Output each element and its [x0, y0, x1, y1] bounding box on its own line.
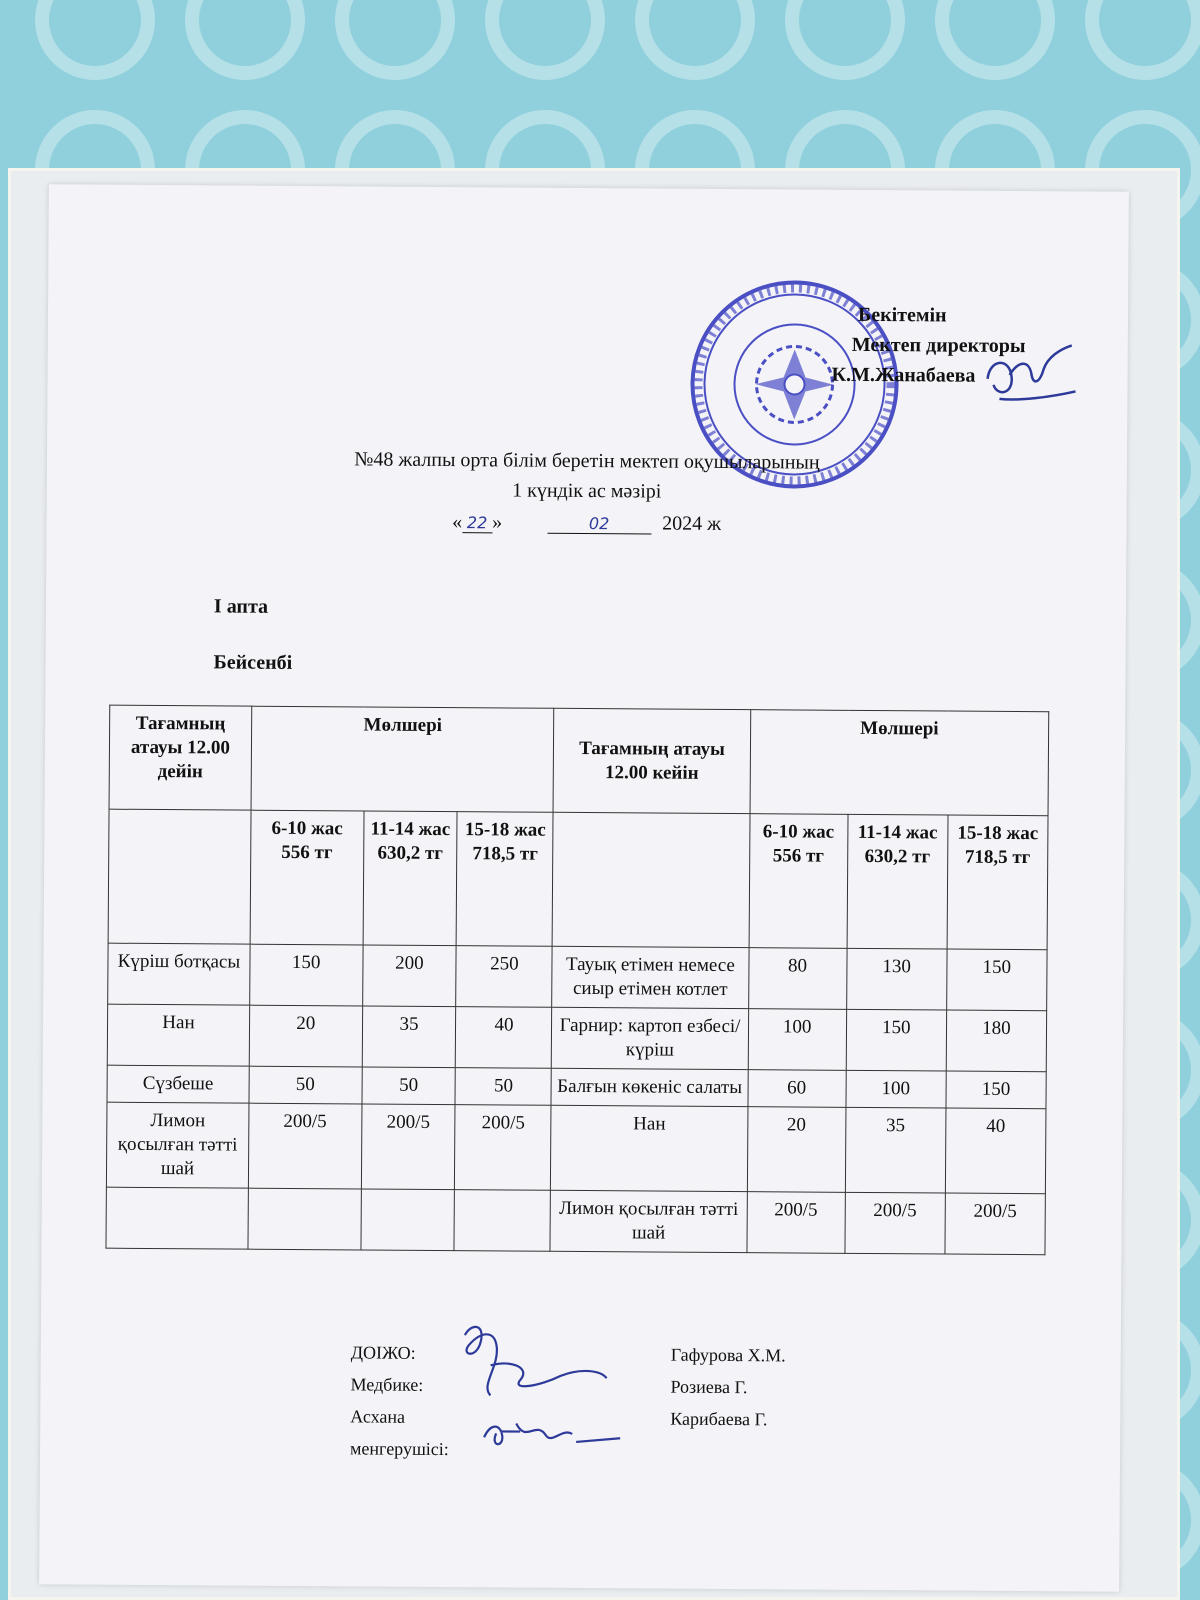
header-quantity-2: Мөлшері [750, 710, 1049, 816]
age-empty-1 [108, 809, 251, 944]
age-11-14-a: 11-14 жас 630,2 тг [363, 811, 458, 946]
header-quantity-1: Мөлшері [251, 706, 554, 812]
signature-role: ДОІЖО: [350, 1342, 416, 1363]
menu-table [105, 705, 1049, 1256]
wallpaper-ornament-icon [485, 0, 605, 80]
age-6-10-a: 6-10 жас 556 тг [250, 810, 364, 945]
qty-cell: 250 [456, 946, 552, 1008]
dish-before [106, 1187, 248, 1249]
qty-cell: 150 [250, 944, 363, 1006]
qty-cell: 35 [845, 1107, 946, 1193]
qty-cell: 130 [846, 948, 947, 1010]
qty-cell [361, 1189, 455, 1251]
age-15-18-a: 15-18 жас 718,5 тг [457, 812, 554, 947]
qty-cell: 35 [362, 1006, 456, 1068]
qty-cell [454, 1190, 550, 1252]
dish-after: Тауық етімен немесе сиыр етімен котлет [552, 946, 749, 1008]
dish-before: Лимон қосылған тәтті шай [106, 1102, 248, 1188]
qty-cell: 180 [946, 1010, 1047, 1072]
qty-cell: 100 [748, 1009, 846, 1071]
approval-word: Бекітемін [857, 303, 947, 327]
wallpaper-ornament-icon [185, 0, 305, 80]
kitchen-head-signature-icon [480, 1413, 650, 1454]
table-row [108, 943, 1047, 1011]
qty-cell: 200 [362, 945, 456, 1007]
wallpaper-ornament-icon [935, 0, 1055, 80]
qty-cell: 200/5 [747, 1192, 845, 1254]
dish-after: Нан [551, 1105, 748, 1191]
table-row [107, 1004, 1046, 1072]
qty-cell: 40 [456, 1007, 552, 1069]
age-15-18-b: 15-18 жас 718,5 тг [947, 815, 1048, 950]
date-day: 22 [462, 513, 492, 533]
qty-cell: 40 [945, 1108, 1046, 1194]
handwritten-signature-icon [450, 1315, 611, 1416]
signature-name: Гафурова Х.М. [670, 1344, 786, 1366]
table-age-row [108, 809, 1048, 950]
qty-cell: 50 [249, 1066, 362, 1104]
approval-position: Мектеп директоры [851, 333, 1026, 358]
approval-name: К.М.Жанабаева [831, 363, 976, 387]
qty-cell: 200/5 [248, 1103, 361, 1189]
qty-cell: 150 [846, 1009, 947, 1071]
signature-name: Карибаева Г. [670, 1408, 768, 1430]
day-label: Бейсенбі [213, 651, 293, 674]
qty-cell: 50 [455, 1068, 551, 1106]
menu-title-school: №48 жалпы орта білім беретін мектеп оқушыларының [354, 448, 820, 474]
dish-before: Сүзбеше [107, 1065, 249, 1103]
qty-cell: 80 [748, 948, 846, 1010]
dish-before: Нан [107, 1004, 249, 1066]
qty-cell: 50 [362, 1067, 456, 1105]
week-label: I апта [213, 595, 269, 618]
menu-title-daily: 1 күндік ас мәзірі [512, 479, 662, 503]
qty-cell: 20 [249, 1005, 362, 1067]
menu-sheet [39, 184, 1129, 1592]
signature-role: Асхана менгерушісі: [350, 1406, 449, 1460]
qty-cell: 100 [846, 1070, 946, 1108]
dish-after: Балғын көкеніс салаты [551, 1068, 747, 1106]
menu-date [46, 508, 1126, 539]
age-empty-2 [553, 812, 750, 947]
signature-block [350, 1336, 786, 1460]
dish-before: Күріш ботқасы [108, 943, 250, 1005]
date-year: 2024 ж [662, 512, 722, 535]
qty-cell: 20 [747, 1107, 846, 1193]
dish-after: Гарнир: картоп езбесі/күріш [552, 1007, 749, 1069]
wallpaper-ornament-icon [35, 0, 155, 80]
qty-cell: 60 [748, 1070, 846, 1108]
age-6-10-b: 6-10 жас 556 тг [749, 814, 848, 949]
table-header-row [109, 705, 1049, 816]
qty-cell: 200/5 [845, 1192, 946, 1254]
wallpaper-ornament-icon [635, 0, 755, 80]
header-before-noon: Тағамның атауы 12.00 дейін [109, 705, 252, 810]
date-close-quote: » [492, 511, 503, 534]
director-signature-icon [979, 339, 1079, 410]
qty-cell: 150 [946, 1071, 1046, 1109]
dish-after: Лимон қосылған тәтті шай [550, 1190, 747, 1252]
qty-cell: 200/5 [361, 1104, 455, 1190]
age-11-14-b: 11-14 жас 630,2 тг [847, 814, 948, 949]
qty-cell: 200/5 [945, 1193, 1046, 1255]
table-row [106, 1102, 1046, 1194]
signature-role: Медбике: [350, 1374, 424, 1395]
date-open-quote: « [452, 511, 463, 534]
qty-cell: 200/5 [455, 1105, 552, 1191]
signature-name: Розиева Г. [670, 1376, 748, 1398]
wallpaper-ornament-icon [1085, 0, 1200, 80]
date-month: 02 [547, 514, 651, 535]
qty-cell: 150 [946, 949, 1047, 1011]
wallpaper-ornament-icon [785, 0, 905, 80]
header-after-noon: Тағамның атауы 12.00 кейін [553, 708, 750, 813]
qty-cell [248, 1188, 361, 1250]
table-row [106, 1187, 1045, 1255]
wallpaper-ornament-icon [335, 0, 455, 80]
